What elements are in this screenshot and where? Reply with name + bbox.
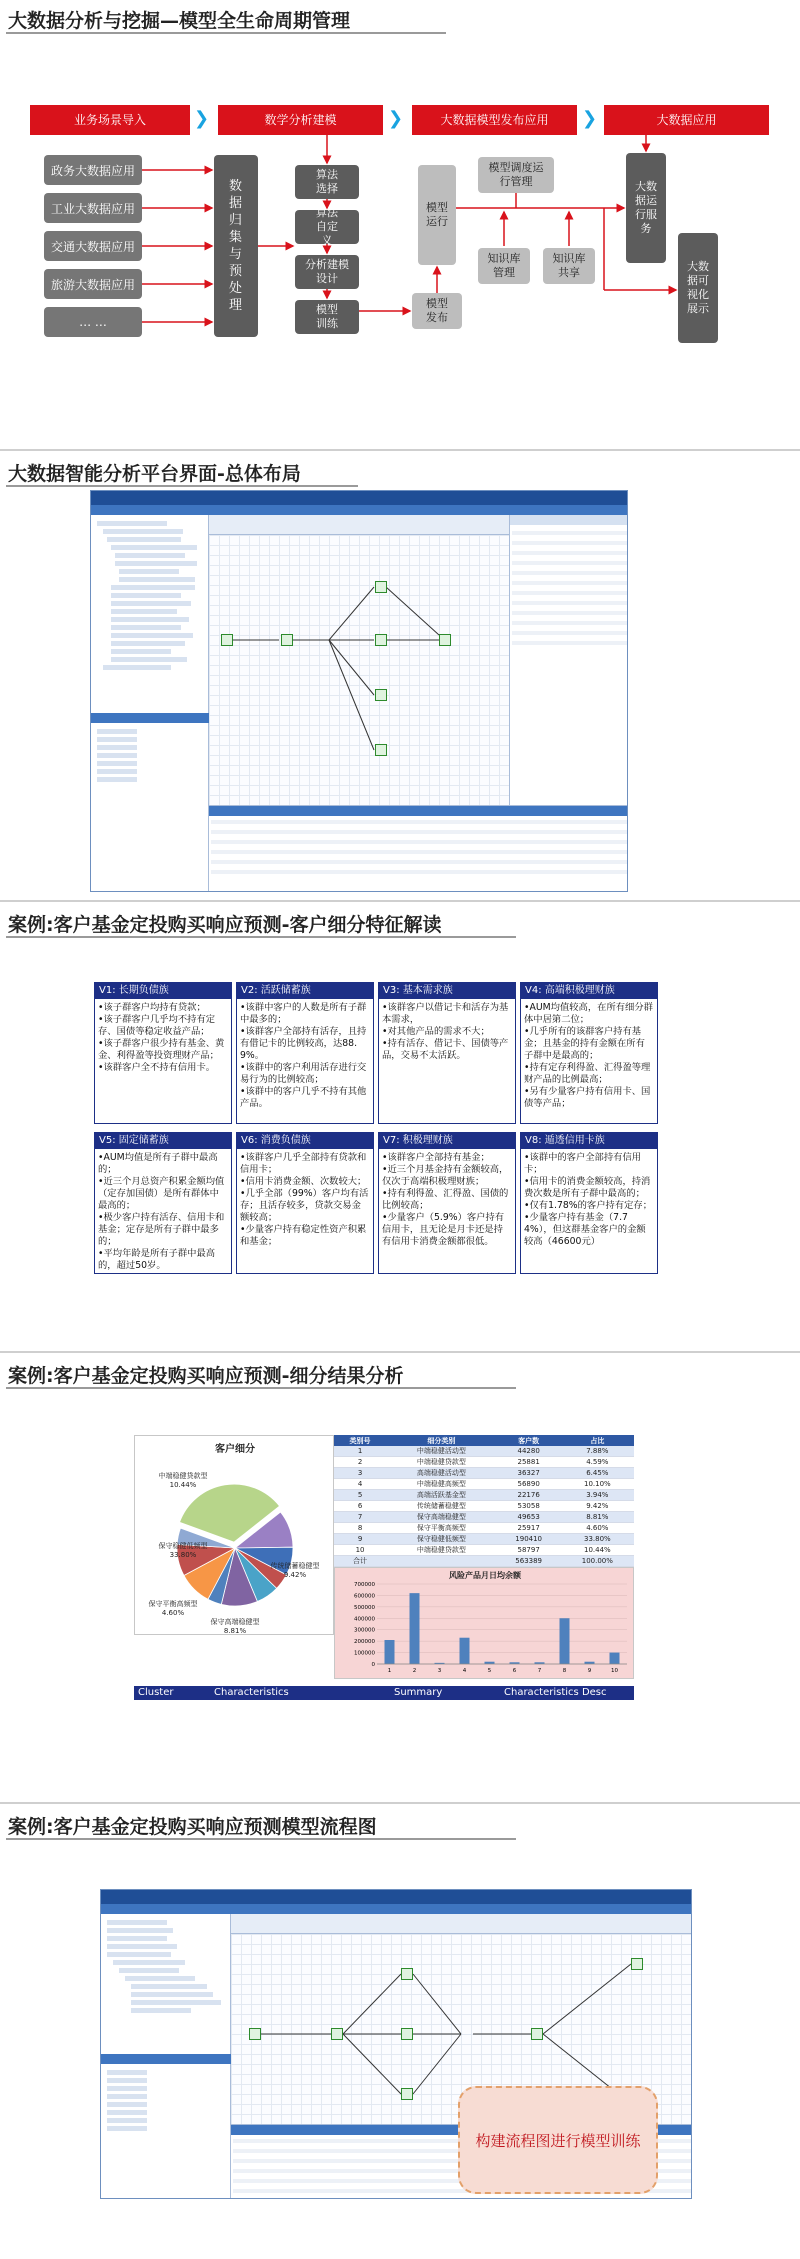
segment-card-line: •几乎所有的该群客户持有基金；且基金的持有金额在所有子群中是最高的； bbox=[524, 1026, 645, 1061]
bar-chart bbox=[335, 1568, 635, 1680]
table-cell: 100.00% bbox=[561, 1556, 634, 1567]
pie-chart bbox=[135, 1436, 335, 1636]
y-tick-label: 200000 bbox=[354, 1639, 375, 1646]
segment-card-body bbox=[521, 1149, 657, 1250]
tree-panel-header bbox=[101, 2054, 231, 2064]
window-titlebar bbox=[101, 1890, 691, 1904]
bigdata-service-label: 大数据运行服务 bbox=[635, 180, 657, 235]
chevron-right-icon: ❯ bbox=[194, 108, 210, 129]
y-tick-label: 500000 bbox=[354, 1604, 375, 1611]
bar bbox=[460, 1638, 470, 1664]
pie-label: 10.44% bbox=[169, 1481, 197, 1489]
segment-card bbox=[520, 982, 658, 1124]
segment-card-line: •该子群客户均持有贷款； bbox=[98, 1002, 206, 1013]
table-cell: 33.80% bbox=[561, 1534, 634, 1545]
slide-flow-training bbox=[0, 1806, 800, 2259]
table-cell: 3.94% bbox=[561, 1490, 634, 1501]
algo-train-label: 模型训练 bbox=[316, 303, 338, 330]
table-header-cell: 占比 bbox=[561, 1435, 634, 1446]
table-cell: 2 bbox=[334, 1457, 386, 1468]
table-cell: 9 bbox=[334, 1534, 386, 1545]
table-cell: 563389 bbox=[497, 1556, 561, 1567]
y-tick-label: 0 bbox=[371, 1662, 375, 1668]
window-navbar bbox=[101, 1904, 691, 1914]
segment-card-line: •少量客户（5.9%）客户持有信用卡，且无论是月卡还是持有信用卡消费金额都很低。 bbox=[382, 1212, 505, 1247]
segment-card-title: V6: 消费负债族 bbox=[237, 1133, 373, 1149]
segment-card-line: •少量客户持有基金（7.74%），但这群基金客户的金额较高（46600元） bbox=[524, 1212, 646, 1247]
table-cell: 合计 bbox=[334, 1556, 386, 1567]
flow-canvas[interactable] bbox=[209, 535, 509, 805]
flow-node[interactable] bbox=[439, 634, 451, 646]
y-tick-label: 300000 bbox=[354, 1627, 375, 1634]
slide-platform-layout bbox=[0, 453, 800, 902]
table-cell: 4 bbox=[334, 1479, 386, 1490]
pie-label: 保守高端稳健型 bbox=[210, 1618, 260, 1626]
segment-card-title: V1: 长期负债族 bbox=[95, 983, 231, 999]
tree-panel-header bbox=[91, 713, 209, 723]
table-cell: 56890 bbox=[497, 1479, 561, 1490]
segment-card bbox=[378, 982, 516, 1124]
segment-card-line: •几乎全部（99%）客户均有活存；且活存较多，贷款交易金额较高； bbox=[240, 1188, 369, 1223]
window-titlebar bbox=[91, 491, 627, 505]
segment-card bbox=[94, 982, 232, 1124]
segment-card-body bbox=[379, 1149, 515, 1250]
table-cell: 保守平衡高频型 bbox=[386, 1523, 497, 1534]
knowledge-mgmt-label: 知识库管理 bbox=[487, 252, 521, 279]
y-tick-label: 600000 bbox=[354, 1593, 375, 1600]
table-cell: 高端活跃基金型 bbox=[386, 1490, 497, 1501]
segment-card-line: •另有少量客户持有信用卡、国债等产品； bbox=[524, 1086, 651, 1109]
pie-panel bbox=[134, 1435, 334, 1635]
flow-node[interactable] bbox=[631, 1958, 643, 1970]
flow-connectors bbox=[0, 0, 800, 451]
segment-card-line: •该群中客户的人数是所有子群中最多的； bbox=[240, 1002, 367, 1025]
algo-custom-label: 算法自定义 bbox=[316, 206, 338, 247]
chevron-right-icon: ❯ bbox=[582, 108, 598, 129]
footer-cluster: Cluster bbox=[138, 1687, 174, 1698]
pie-label: 传统储蓄稳健型 bbox=[270, 1562, 320, 1570]
table-cell bbox=[386, 1556, 497, 1567]
table-cell: 中端稳健活动型 bbox=[386, 1446, 497, 1457]
bar-title: 风险产品月日均余额 bbox=[449, 1571, 521, 1580]
canvas-toolbar[interactable] bbox=[231, 1914, 692, 1934]
job-table bbox=[209, 805, 628, 892]
pie-label: 4.60% bbox=[161, 1609, 185, 1617]
table-cell: 8.81% bbox=[561, 1512, 634, 1523]
title-rule bbox=[6, 1838, 516, 1840]
table-cell: 7.88% bbox=[561, 1446, 634, 1457]
table-cell: 3 bbox=[334, 1468, 386, 1479]
segment-card-line: •该群客户全部持有活存，且持有借记卡的比例较高，达88.9%。 bbox=[240, 1026, 367, 1061]
pie-label: 保守稳健低频型 bbox=[158, 1542, 208, 1550]
flow-node[interactable] bbox=[249, 2028, 261, 2040]
segment-card-line: •该群客户全不持有信用卡。 bbox=[98, 1062, 216, 1073]
x-tick-label: 10 bbox=[611, 1668, 618, 1674]
scenario-tourism: 旅游大数据应用 bbox=[44, 269, 142, 299]
table-row bbox=[334, 1523, 634, 1534]
segment-card-line: •少量客户持有稳定性资产积累和基金； bbox=[240, 1224, 367, 1247]
table-row bbox=[334, 1468, 634, 1479]
segment-card bbox=[94, 1132, 232, 1274]
x-tick-label: 4 bbox=[462, 1668, 467, 1674]
table-cell: 25917 bbox=[497, 1523, 561, 1534]
table-cell: 6.45% bbox=[561, 1468, 634, 1479]
model-run-label: 模型运行 bbox=[426, 201, 448, 228]
table-row bbox=[334, 1556, 634, 1567]
segment-card-title: V4: 高端积极理财族 bbox=[521, 983, 657, 999]
table-header-cell: 细分类别 bbox=[386, 1435, 497, 1446]
chevron-right-icon: ❯ bbox=[388, 108, 404, 129]
table-cell: 中端稳健高频型 bbox=[386, 1479, 497, 1490]
segment-card-line: •该群中的客户利用活存进行交易行为的比例较高； bbox=[240, 1062, 367, 1085]
properties-panel bbox=[509, 515, 628, 805]
table-cell: 8 bbox=[334, 1523, 386, 1534]
segment-card-title: V7: 积极理财族 bbox=[379, 1133, 515, 1149]
flow-node[interactable] bbox=[375, 634, 387, 646]
stage-modeling: 数学分析建模 bbox=[218, 105, 383, 135]
bar-panel bbox=[334, 1567, 634, 1679]
cluster-table bbox=[334, 1435, 634, 1567]
table-cell: 10.10% bbox=[561, 1479, 634, 1490]
segment-card-line: •AUM均值是所有子群中最高的； bbox=[98, 1152, 218, 1175]
table-cell: 22176 bbox=[497, 1490, 561, 1501]
table-row bbox=[334, 1545, 634, 1556]
table-cell: 58797 bbox=[497, 1545, 561, 1556]
segment-card-line: •极少客户持有活存、信用卡和基金；定存是所有子群中最多的； bbox=[98, 1212, 225, 1247]
table-row bbox=[334, 1501, 634, 1512]
table-cell: 49653 bbox=[497, 1512, 561, 1523]
segment-card-body bbox=[379, 999, 515, 1064]
table-cell: 7 bbox=[334, 1512, 386, 1523]
segment-card bbox=[236, 982, 374, 1124]
segment-card-line: •该子群客户很少持有基金、黄金、利得盈等投资理财产品； bbox=[98, 1038, 225, 1061]
segment-card-body bbox=[237, 999, 373, 1112]
table-cell: 36327 bbox=[497, 1468, 561, 1479]
slide-title: 案例:客户基金定投购买响应预测-细分结果分析 bbox=[8, 1365, 404, 1387]
table-cell: 1 bbox=[334, 1446, 386, 1457]
segment-card-line: •该子群客户几乎均不持有定存、国债等稳定收益产品； bbox=[98, 1014, 216, 1037]
x-tick-label: 5 bbox=[487, 1668, 492, 1674]
slide-title: 大数据智能分析平台界面-总体布局 bbox=[8, 463, 301, 485]
pie-label: 中端稳健贷款型 bbox=[158, 1472, 208, 1480]
segment-card-line: •持有利得盈、汇得盈、国债的比例较高； bbox=[382, 1188, 509, 1211]
algo-design-label: 分析建模设计 bbox=[305, 258, 349, 285]
pie-label: 9.42% bbox=[283, 1571, 307, 1579]
title-rule bbox=[6, 485, 358, 487]
segment-card-line: •该群客户全部持有基金； bbox=[382, 1152, 490, 1163]
callout-text: 构建流程图进行模型训练 bbox=[475, 2131, 641, 2150]
table-row bbox=[334, 1490, 634, 1501]
segment-card-title: V3: 基本需求族 bbox=[379, 983, 515, 999]
platform-screenshot bbox=[90, 490, 628, 892]
flow-node[interactable] bbox=[375, 744, 387, 756]
canvas-toolbar[interactable] bbox=[209, 515, 509, 535]
x-tick-label: 1 bbox=[387, 1668, 392, 1674]
model-tree[interactable] bbox=[91, 515, 209, 892]
segment-card-body bbox=[95, 999, 231, 1076]
table-cell: 190410 bbox=[497, 1534, 561, 1545]
x-tick-label: 3 bbox=[437, 1668, 442, 1674]
table-cell: 6 bbox=[334, 1501, 386, 1512]
segment-card-line: •该群中的客户全部持有信用卡； bbox=[524, 1152, 642, 1175]
segment-card bbox=[520, 1132, 658, 1274]
table-cell: 中端稳健贷款型 bbox=[386, 1457, 497, 1468]
segment-card-line: •对其他产品的需求不大； bbox=[382, 1026, 490, 1037]
table-row bbox=[334, 1457, 634, 1468]
table-cell: 9.42% bbox=[561, 1501, 634, 1512]
table-row bbox=[334, 1479, 634, 1490]
flow-node[interactable] bbox=[401, 2088, 413, 2100]
model-tree[interactable] bbox=[101, 1914, 231, 2199]
table-cell: 高端稳健活动型 bbox=[386, 1468, 497, 1479]
y-tick-label: 100000 bbox=[354, 1650, 375, 1657]
table-cell: 10 bbox=[334, 1545, 386, 1556]
scenario-industry: 工业大数据应用 bbox=[44, 193, 142, 223]
segment-card-title: V2: 活跃储蓄族 bbox=[237, 983, 373, 999]
table-row bbox=[334, 1446, 634, 1457]
pie-label: 33.80% bbox=[169, 1551, 197, 1559]
x-tick-label: 7 bbox=[537, 1668, 542, 1674]
slide-lifecycle bbox=[0, 0, 800, 451]
table-cell: 保守高端稳健型 bbox=[386, 1512, 497, 1523]
footer-desc: Characteristics Desc bbox=[504, 1687, 607, 1698]
segment-card-line: •该群中的客户几乎不持有其他产品。 bbox=[240, 1086, 367, 1109]
flow-node[interactable] bbox=[281, 634, 293, 646]
table-cell: 4.60% bbox=[561, 1523, 634, 1534]
table-cell: 4.59% bbox=[561, 1457, 634, 1468]
flow-node[interactable] bbox=[401, 2028, 413, 2040]
table-cell: 25881 bbox=[497, 1457, 561, 1468]
y-tick-label: 400000 bbox=[354, 1616, 375, 1623]
cluster-table-body bbox=[334, 1446, 634, 1567]
flow-node[interactable] bbox=[221, 634, 233, 646]
stage-application: 大数据应用 bbox=[604, 105, 769, 135]
segment-card-body bbox=[521, 999, 657, 1112]
slide-title: 案例:客户基金定投购买响应预测模型流程图 bbox=[8, 1816, 377, 1838]
flow-node[interactable] bbox=[375, 689, 387, 701]
slide-title: 案例:客户基金定投购买响应预测-客户细分特征解读 bbox=[8, 914, 442, 936]
data-collect-label: 数据归集与预处理 bbox=[228, 179, 243, 313]
segment-card-line: •信用卡消费金额、次数较大； bbox=[240, 1176, 367, 1187]
y-tick-label: 700000 bbox=[354, 1582, 375, 1588]
slide-segment-results bbox=[0, 1355, 800, 1804]
table-cell: 53058 bbox=[497, 1501, 561, 1512]
x-tick-label: 6 bbox=[512, 1668, 517, 1674]
algo-select-label: 算法选择 bbox=[316, 168, 338, 195]
bar bbox=[610, 1653, 620, 1664]
pie-title: 客户细分 bbox=[215, 1444, 255, 1455]
slide-segment-features bbox=[0, 904, 800, 1353]
segment-card-line: •近三个月总资产积累金额均值（定存加国债）是所有群体中最高的； bbox=[98, 1176, 225, 1211]
table-cell: 5 bbox=[334, 1490, 386, 1501]
x-tick-label: 8 bbox=[562, 1668, 567, 1674]
bigdata-visual-label: 大数据可视化展示 bbox=[687, 260, 709, 315]
title-rule bbox=[6, 1387, 516, 1389]
segment-card bbox=[236, 1132, 374, 1274]
pie-label: 保守平衡高频型 bbox=[148, 1600, 198, 1608]
flow-node[interactable] bbox=[531, 2028, 543, 2040]
x-tick-label: 9 bbox=[587, 1668, 592, 1674]
scenario-gov: 政务大数据应用 bbox=[44, 155, 142, 185]
footer-bar bbox=[134, 1686, 634, 1700]
table-cell: 保守稳健低频型 bbox=[386, 1534, 497, 1545]
segment-card-line: •仅有1.78%的客户持有定存； bbox=[524, 1200, 652, 1211]
x-tick-label: 2 bbox=[412, 1668, 417, 1674]
cluster-table-header bbox=[334, 1435, 634, 1446]
flow-node[interactable] bbox=[375, 581, 387, 593]
table-cell: 44280 bbox=[497, 1446, 561, 1457]
bar bbox=[385, 1640, 395, 1664]
model-schedule-label: 模型调度运行管理 bbox=[488, 161, 544, 188]
window-navbar bbox=[91, 505, 627, 515]
table-header-cell: 类别号 bbox=[334, 1435, 386, 1446]
table-cell: 10.44% bbox=[561, 1545, 634, 1556]
bar bbox=[410, 1593, 420, 1664]
segment-card-body bbox=[237, 1149, 373, 1250]
table-cell: 传统储蓄稳健型 bbox=[386, 1501, 497, 1512]
stage-business: 业务场景导入 bbox=[30, 105, 190, 135]
pie-label: 8.81% bbox=[223, 1627, 247, 1635]
bar bbox=[560, 1618, 570, 1664]
segment-card-line: •持有定存利得盈、汇得盈等理财产品的比例最高； bbox=[524, 1062, 651, 1085]
segment-card-body bbox=[95, 1149, 231, 1274]
segment-card-line: •该群客户几乎全部持有贷款和信用卡； bbox=[240, 1152, 367, 1175]
footer-characteristics: Characteristics bbox=[214, 1687, 289, 1698]
flow-node[interactable] bbox=[331, 2028, 343, 2040]
segment-card-line: •持有活存、借记卡、国债等产品，交易不太活跃。 bbox=[382, 1038, 509, 1061]
segment-card-title: V8: 遁透信用卡族 bbox=[521, 1133, 657, 1149]
segment-card-line: •该群客户以借记卡和活存为基本需求， bbox=[382, 1002, 509, 1025]
segment-card-title: V5: 固定储蓄族 bbox=[95, 1133, 231, 1149]
title-rule bbox=[6, 936, 516, 938]
table-row bbox=[334, 1512, 634, 1523]
scenario-traffic: 交通大数据应用 bbox=[44, 231, 142, 261]
scenario-more: … … bbox=[44, 307, 142, 337]
segment-card-line: •近三个月基金持有金额较高，仅次于高端积极理财族； bbox=[382, 1164, 509, 1187]
table-header-cell: 客户数 bbox=[497, 1435, 561, 1446]
slide-title: 大数据分析与挖掘—模型全生命周期管理 bbox=[8, 10, 351, 32]
flow-node[interactable] bbox=[401, 1968, 413, 1980]
flow-edges bbox=[209, 535, 509, 805]
knowledge-share-label: 知识库共享 bbox=[552, 252, 586, 279]
table-row bbox=[334, 1534, 634, 1545]
stage-publish: 大数据模型发布应用 bbox=[412, 105, 577, 135]
segment-card bbox=[378, 1132, 516, 1274]
footer-summary: Summary bbox=[394, 1687, 443, 1698]
segment-card-line: •平均年龄是所有子群中最高的，超过50岁。 bbox=[98, 1248, 216, 1271]
segment-card-line: •AUM均值较高，在所有细分群体中居第二位； bbox=[524, 1002, 653, 1025]
model-publish-label: 模型发布 bbox=[426, 297, 448, 324]
table-cell: 中端稳健贷款型 bbox=[386, 1545, 497, 1556]
callout-bubble bbox=[458, 2086, 658, 2194]
segment-card-line: •信用卡的消费金额较高，持消费次数是所有子群中最高的； bbox=[524, 1176, 651, 1199]
